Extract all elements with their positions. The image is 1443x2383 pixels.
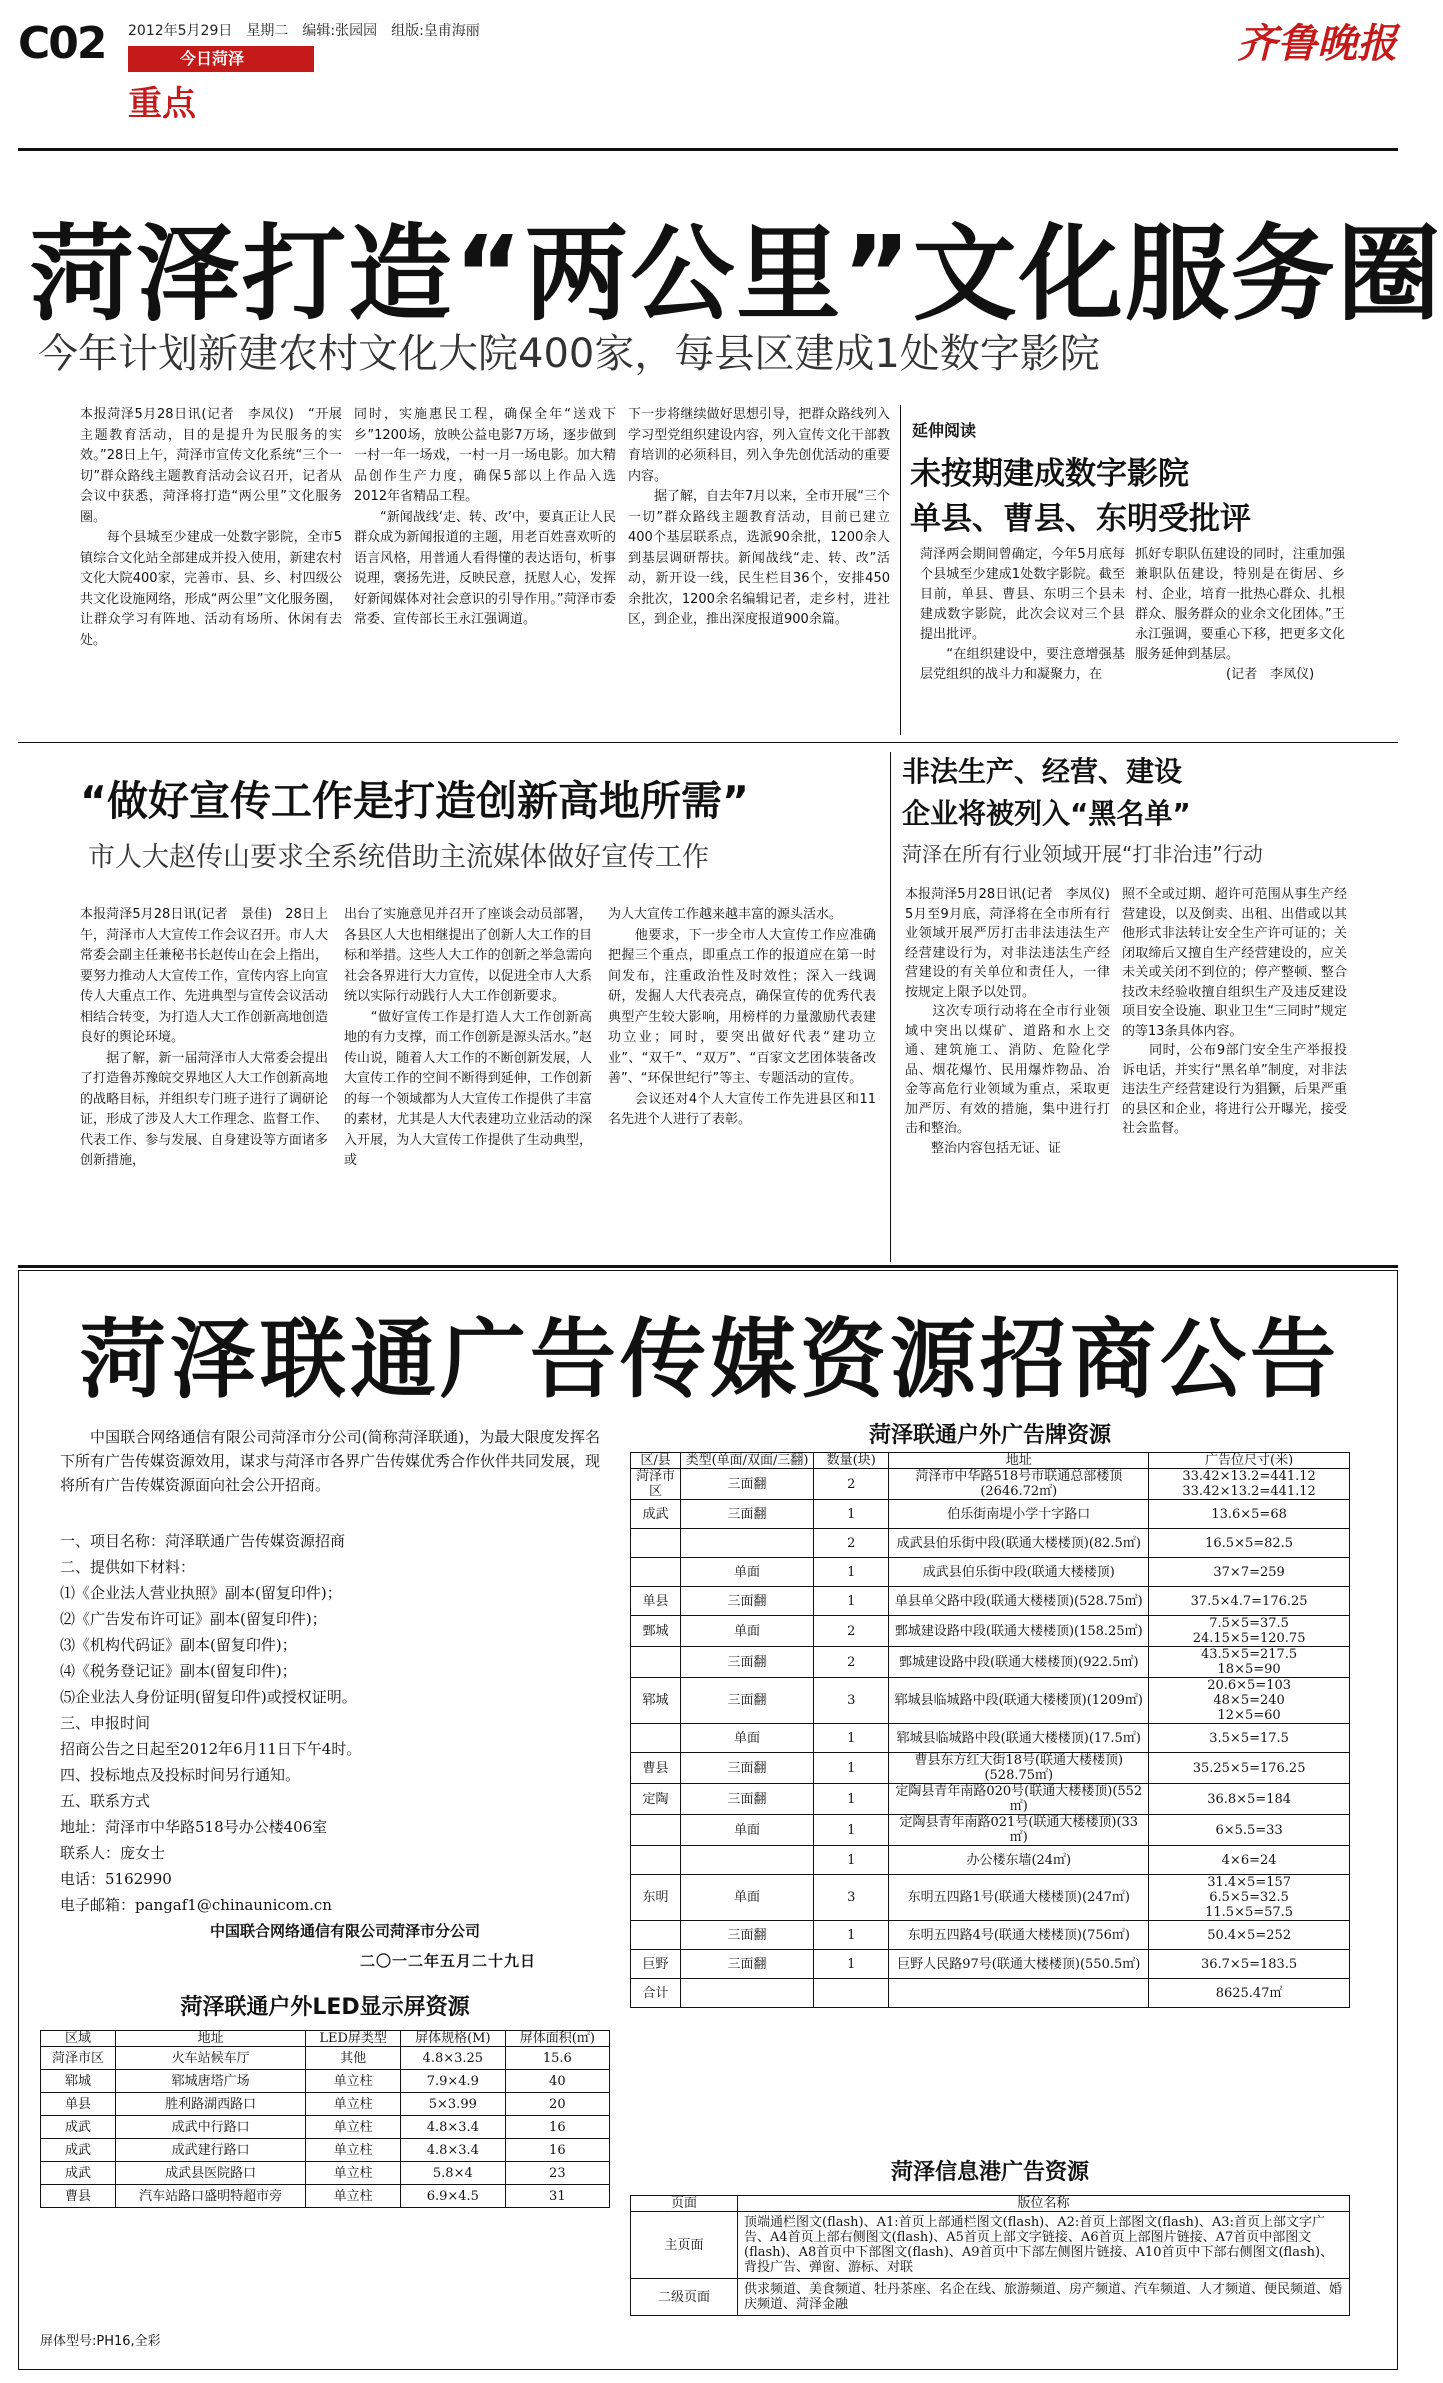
- table-cell: 4.8×3.4: [400, 2116, 505, 2139]
- table-header-row: [41, 2031, 610, 2047]
- table-cell: [631, 1921, 681, 1950]
- table-row: [631, 1724, 1350, 1753]
- table-cell: 4.8×3.4: [400, 2139, 505, 2162]
- table-cell: 鄄城建设路中段(联通大楼楼顶)(158.25㎡): [889, 1616, 1149, 1647]
- table-cell: 办公楼东墙(24㎡): [889, 1846, 1149, 1875]
- masthead: [0, 0, 1417, 150]
- table-cell: 36.8×5=184: [1149, 1784, 1350, 1815]
- sidebar1-col-1: 菏泽两会期间曾确定，今年5月底每个县城至少建成1处数字影院。截至目前，单县、曹县、东明三个县未建成数字影院，此次会议对三个县提出批评。 “在组织建设中，要注意增强基层党组织的战斗力和凝聚力，在: [920, 547, 1125, 682]
- table-cell: 三面翻: [681, 1678, 814, 1724]
- table-header-cell: 屏体规格(M): [400, 2031, 505, 2047]
- table-cell: 三面翻: [681, 1784, 814, 1815]
- table-cell: 6.9×4.5: [400, 2185, 505, 2208]
- table-cell: 东明五四路4号(联通大楼楼顶)(756㎡): [889, 1921, 1149, 1950]
- table-cell: 4.8×3.25: [400, 2047, 505, 2070]
- table-cell: [631, 1815, 681, 1846]
- section-tab: 今日菏泽: [128, 46, 314, 72]
- lead-subhead: 今年计划新建农村文化大院400家，每县区建成1处数字影院: [38, 331, 1100, 377]
- table-cell: 单县: [631, 1587, 681, 1616]
- ad-headline: 菏泽联通广告传媒资源招商公告: [80, 1310, 1340, 1410]
- sidebar2-headline-2: 企业将被列入“黑名单”: [902, 797, 1191, 830]
- table-row: [41, 2047, 610, 2070]
- table-row: [41, 2093, 610, 2116]
- table-header-cell: 广告位尺寸(米): [1149, 1453, 1350, 1469]
- table-row: [41, 2162, 610, 2185]
- table-cell: 1: [814, 1921, 889, 1950]
- table-cell: 6×5.5=33: [1149, 1815, 1350, 1846]
- table-cell: 定陶县青年南路020号(联通大楼楼顶)(552㎡): [889, 1784, 1149, 1815]
- ad-line: 三、申报时间: [60, 1714, 151, 1732]
- table-cell: 2: [814, 1647, 889, 1678]
- table-cell: 33.42×13.2=441.12 33.42×13.2=441.12: [1149, 1469, 1350, 1500]
- billboard-table-title: 菏泽联通户外广告牌资源: [868, 1423, 1111, 1448]
- ad-line: 二、提供如下材料：: [60, 1558, 196, 1576]
- table-cell: 三面翻: [681, 1469, 814, 1500]
- story2-headline: “做好宣传工作是打造创新高地所需”: [80, 777, 749, 825]
- table-cell: 郓城县临城路中段(联通大楼楼顶)(1209㎡): [889, 1678, 1149, 1724]
- story2-col-2: 出台了实施意见并召开了座谈会动员部署，各县区人大也相继提出了创新人大工作的目标和举措。这些人大工作的创新之举急需向社会各界进行大力宣传，以促进全市人大系统以实际行动践行人大工作创新要求。 “做好宣传工作是打造人大工作创新高地的有力支撑，而工作创新是源头活水。”赵传山说，随着人大工作的不断创新发展，人大宣传工作的空间不断得到延伸，工作创新的每一个领域都为人大宣传工作提供了丰富的素材，尤其是人大代表建功立业活动的深入开展，为人大宣传工作提供了生动典型，或: [344, 907, 592, 1168]
- table-row: [631, 1784, 1350, 1815]
- table-cell: 20: [505, 2093, 609, 2116]
- table-cell: [631, 1529, 681, 1558]
- table-cell: 曹县: [631, 1753, 681, 1784]
- table-cell: 顶端通栏图文(flash)、A1:首页上部通栏图文(flash)、A2:首页上部图文(flash)、A3:首页上部文字广告、A4首页上部右侧图文(flash)、A5首页上部文字链接、A6首页上部图片链接、A7首页中部图文(flash)、A8首页中下部图文(flash)、A9首页中下部左侧图片链接、A10首页中下部右侧图文(flash)、背投广告、弹窗、游标、对联: [738, 2212, 1350, 2279]
- sidebar2-col-2: 照不全或过期、超许可范围从事生产经营建设，以及倒卖、出租、出借或以其他形式非法转让安全生产许可证的；关闭取缔后又擅自生产经营建设的，应关未关或关闭不到位的；停产整顿、整合技改未经验收擅自组织生产及违反建设项目安全设施、职业卫生“三同时”规定的等13条具体内容。 同时，公布9部门安全生产举报投诉电话，并实行“黑名单”制度，对非法违法生产经营建设行为猖獗，后果严重的县区和企业，将进行公开曝光，接受社会监督。: [1122, 887, 1347, 1136]
- table-cell: 36.7×5=183.5: [1149, 1950, 1350, 1979]
- table-row: [631, 1469, 1350, 1500]
- table-cell: 成武建行路口: [115, 2139, 305, 2162]
- ad-lines: [60, 1528, 600, 1918]
- table-header-row: [631, 2196, 1350, 2212]
- lead-headline: 菏泽打造“两公里”文化服务圈: [30, 213, 1443, 335]
- table-cell: 单立柱: [306, 2139, 401, 2162]
- table-row: [631, 2212, 1350, 2279]
- table-cell: 三面翻: [681, 1500, 814, 1529]
- table-cell: 1: [814, 1950, 889, 1979]
- sidebar2-subhead: 菏泽在所有行业领域开展“打非治违”行动: [902, 842, 1263, 866]
- table-cell: 35.25×5=176.25: [1149, 1753, 1350, 1784]
- table-row: [631, 1678, 1350, 1724]
- table-cell: 伯乐街南堤小学十字路口: [889, 1500, 1149, 1529]
- table-header-cell: 区/县: [631, 1453, 681, 1469]
- table-row: [631, 1558, 1350, 1587]
- table-cell: 成武: [41, 2116, 116, 2139]
- ad-line: ⑷《税务登记证》副本(留复印件)；: [60, 1662, 297, 1680]
- table-cell: 巨野人民路97号(联通大楼楼顶)(550.5㎡): [889, 1950, 1149, 1979]
- table-row: [631, 1500, 1350, 1529]
- section-label: 重点: [128, 84, 196, 124]
- table-cell: 1: [814, 1815, 889, 1846]
- table-cell: 东明: [631, 1875, 681, 1921]
- table-cell: 菏泽市区: [41, 2047, 116, 2070]
- table-cell: 37.5×4.7=176.25: [1149, 1587, 1350, 1616]
- table-cell: 1: [814, 1500, 889, 1529]
- table-row: [631, 1616, 1350, 1647]
- ad-date: 二〇一二年五月二十九日: [360, 1952, 537, 1970]
- table-cell: 1: [814, 1753, 889, 1784]
- ad-line: 联系人：庞女士: [60, 1844, 166, 1862]
- sidebar2-headline-1: 非法生产、经营、建设: [902, 755, 1183, 788]
- lead-col-2: 同时，实施惠民工程，确保全年“送戏下乡”1200场，放映公益电影7万场，逐步做到一村一年一场戏，一村一月一场电影。加大精品创作生产力度，确保5部以上作品入选2012年省精品工程。 “新闻战线‘走、转、改’中，要真正让人民群众成为新闻报道的主题，用老百姓喜欢听的语言风格，用普通人看得懂的表达语句，析事说理，褒扬先进，反映民意，抚慰人心，发挥好新闻媒体对社会意识的引导作用。”菏泽市委常委、宣传部长王永江强调道。: [354, 407, 616, 627]
- table-cell: 供求频道、美食频道、牡丹茶座、名企在线、旅游频道、房产频道、汽车频道、人才频道、便民频道、婚庆频道、菏泽金融: [738, 2279, 1350, 2316]
- table-cell: 4×6=24: [1149, 1846, 1350, 1875]
- table-cell: 13.6×5=68: [1149, 1500, 1350, 1529]
- table-cell: 单面: [681, 1616, 814, 1647]
- table-cell: 单县单父路中段(联通大楼楼顶)(528.75㎡): [889, 1587, 1149, 1616]
- lead-col-3: 下一步将继续做好思想引导，把群众路线列入学习型党组织建设内容，列入宣传文化干部教育培训的必须科目，列入争先创优活动的重要内容。 据了解，自去年7月以来，全市开展“三个一切”群众路线主题教育活动，目前已建立400个基层联系点，选派90余批，1200余人到基层调研帮扶。新闻战线“走、转、改”活动，新开设一线，民生栏目36个，安排450余批次，1200余名编辑记者，走乡村，进社区，到企业，推出深度报道900余篇。: [628, 407, 891, 627]
- table-row: [631, 1846, 1350, 1875]
- table-row: [41, 2116, 610, 2139]
- table-cell: 单面: [681, 1875, 814, 1921]
- table-cell: 定陶: [631, 1784, 681, 1815]
- table-cell: [631, 1724, 681, 1753]
- story2-subhead: 市人大赵传山要求全系统借助主流媒体做好宣传工作: [88, 842, 709, 873]
- info-table-title: 菏泽信息港广告资源: [890, 2160, 1089, 2185]
- table-cell: 单县: [41, 2093, 116, 2116]
- page-number: C02: [18, 18, 106, 69]
- table-cell: 曹县: [41, 2185, 116, 2208]
- table-cell: [889, 1979, 1149, 2008]
- ad-line: 电话：5162990: [60, 1870, 172, 1888]
- table-cell: 40: [505, 2070, 609, 2093]
- story2-col-3: 为人大宣传工作越来越丰富的源头活水。 他要求，下一步全市人大宣传工作应准确把握三个重点，即重点工作的报道应在第一时间发布，注重政治性及时效性；深入一线调研，发掘人大代表亮点，确保宣传的优秀代表典型产生较大影响，用榜样的力量激励代表建功立业；同时，要突出做好代表“建功立业”、“双千”、“双万”、“百家文艺团体装备改善”、“环保世纪行”等主、专题活动的宣传。 会议还对4个人大宣传工作先进县区和11名先进个人进行了表彰。: [608, 907, 876, 1127]
- table-cell: 16.5×5=82.5: [1149, 1529, 1350, 1558]
- ad-signature: 中国联合网络通信有限公司菏泽市分公司: [210, 1922, 481, 1940]
- table-cell: 成武中行路口: [115, 2116, 305, 2139]
- billboard-table: [630, 1452, 1350, 2008]
- table-header-cell: 类型(单面/双面/三翻): [681, 1453, 814, 1469]
- ad-line: 四、投标地点及投标时间另行通知。: [60, 1766, 301, 1784]
- table-row: [631, 2279, 1350, 2316]
- table-cell: 二级页面: [631, 2279, 738, 2316]
- lead-col-1: 本报菏泽5月28日讯(记者 李凤仪) “开展主题教育活动，目的是提升为民服务的实效。”28日上午，菏泽市宣传文化系统“三个一切”群众路线主题教育活动会议召开，记者从会议中获悉，菏泽将打造“两公里”文化服务圈。 每个县城至少建成一处数字影院，全市5镇综合文化站全部建成并投入使用，新建农村文化大院400家，完善市、县、乡、村四级公共文化设施网络，形成“两公里”文化服务圈，让群众学习有阵地、活动有场所、休闲有去处。: [80, 407, 342, 648]
- table-cell: 三面翻: [681, 1950, 814, 1979]
- table-cell: 1: [814, 1587, 889, 1616]
- table-cell: 2: [814, 1529, 889, 1558]
- table-cell: 单面: [681, 1815, 814, 1846]
- table-cell: 单立柱: [306, 2162, 401, 2185]
- table-cell: 汽车站路口盛明特超市旁: [115, 2185, 305, 2208]
- table-cell: 三面翻: [681, 1921, 814, 1950]
- led-footnote: 屏体型号:PH16,全彩: [40, 2334, 161, 2349]
- table-cell: 16: [505, 2116, 609, 2139]
- table-cell: 三面翻: [681, 1647, 814, 1678]
- table-cell: 单面: [681, 1724, 814, 1753]
- table-cell: 主页面: [631, 2212, 738, 2279]
- table-cell: [631, 1846, 681, 1875]
- ad-line: ⑵《广告发布许可证》副本(留复印件)；: [60, 1610, 327, 1628]
- ad-line: 招商公告之日起至2012年6月11日下午4时。: [60, 1740, 362, 1758]
- table-cell: 23: [505, 2162, 609, 2185]
- table-cell: 1: [814, 1784, 889, 1815]
- table-cell: 鄄城建设路中段(联通大楼楼顶)(922.5㎡): [889, 1647, 1149, 1678]
- table-cell: 胜利路湖西路口: [115, 2093, 305, 2116]
- ad-line: 五、联系方式: [60, 1792, 151, 1810]
- table-row: [631, 1875, 1350, 1921]
- table-cell: 三面翻: [681, 1587, 814, 1616]
- table-cell: [631, 1558, 681, 1587]
- table-cell: 单立柱: [306, 2093, 401, 2116]
- table-cell: [681, 1979, 814, 2008]
- table-cell: 1: [814, 1846, 889, 1875]
- table-header-cell: 页面: [631, 2196, 738, 2212]
- sidebar1-headline-2: 单县、曹县、东明受批评: [910, 501, 1251, 537]
- table-cell: [814, 1979, 889, 2008]
- table-row: [631, 1647, 1350, 1678]
- table-cell: 其他: [306, 2047, 401, 2070]
- ad-intro: 中国联合网络通信有限公司菏泽市分公司(简称菏泽联通)，为最大限度发挥名下所有广告传媒资源效用，谋求与菏泽市各界广告传媒优秀合作伙伴共同发展，现将所有广告传媒资源面向社会公开招商。: [60, 1428, 601, 1494]
- ad-line: 一、项目名称：菏泽联通广告传媒资源招商: [60, 1532, 346, 1550]
- ad-line: ⑶《机构代码证》副本(留复印件)；: [60, 1636, 297, 1654]
- table-cell: 31: [505, 2185, 609, 2208]
- table-cell: 单立柱: [306, 2070, 401, 2093]
- table-row: [631, 1815, 1350, 1846]
- sidebar2-col-1: 本报菏泽5月28日讯(记者 李凤仪) 5月至9月底，菏泽将在全市所有行业领域开展严厉打击非法违法生产经营建设行为，对非法违法生产经营建设的有关单位和责任人，一律按规定上限予以处罚。 这次专项行动将在全市行业领域中突出以煤矿、道路和水上交通、建筑施工、消防、危险化学品、烟花爆竹、民用爆炸物品、冶金等高危行业领域为重点，采取更加严厉、有效的措施，集中进行打击和整治。 整治内容包括无证、证: [905, 887, 1110, 1156]
- table-cell: 20.6×5=103 48×5=240 12×5=60: [1149, 1678, 1350, 1724]
- table-cell: 成武县伯乐街中段(联通大楼楼顶)(82.5㎡): [889, 1529, 1149, 1558]
- table-cell: 单立柱: [306, 2116, 401, 2139]
- story2-col-1: 本报菏泽5月28日讯(记者 景佳) 28日上午，菏泽市人大宣传工作会议召开。市人大常委会副主任兼秘书长赵传山在会上指出，要努力推动人大宣传工作，宣传内容上向宣传人大重点工作、先进典型与宣传会议活动相结合转变，为打造人大工作创新高地创造良好的舆论环境。 据了解，新一届菏泽市人大常委会提出了打造鲁苏豫皖交界地区人大工作创新高地的战略目标，并组织专门班子进行了调研论证，形成了涉及人大工作理念、监督工作、代表工作、参与发展、自身建设等方面诸多创新措施，: [80, 907, 328, 1168]
- table-header-cell: LED屏类型: [306, 2031, 401, 2047]
- table-cell: 郓城县临城路中段(联通大楼楼顶)(17.5㎡): [889, 1724, 1149, 1753]
- table-cell: 3.5×5=17.5: [1149, 1724, 1350, 1753]
- table-cell: 15.6: [505, 2047, 609, 2070]
- ad-line: ⑸企业法人身份证明(留复印件)或授权证明。: [60, 1688, 357, 1706]
- paper-name-logo: 齐鲁晚报: [1237, 20, 1397, 67]
- table-cell: 成武县医院路口: [115, 2162, 305, 2185]
- table-cell: 5×3.99: [400, 2093, 505, 2116]
- table-header-cell: 版位名称: [738, 2196, 1350, 2212]
- ad-line: 地址：菏泽市中华路518号办公楼406室: [60, 1818, 328, 1836]
- table-cell: 3: [814, 1875, 889, 1921]
- table-header-cell: 地址: [115, 2031, 305, 2047]
- table-cell: 3: [814, 1678, 889, 1724]
- table-cell: 2: [814, 1616, 889, 1647]
- table-cell: 1: [814, 1724, 889, 1753]
- table-cell: 曹县东方红大街18号(联通大楼楼顶)(528.75㎡): [889, 1753, 1149, 1784]
- table-cell: 合计: [631, 1979, 681, 2008]
- table-cell: [681, 1529, 814, 1558]
- table-cell: 郓城: [631, 1678, 681, 1724]
- table-cell: 东明五四路1号(联通大楼楼顶)(247㎡): [889, 1875, 1149, 1921]
- table-cell: 成武县伯乐街中段(联通大楼楼顶): [889, 1558, 1149, 1587]
- sidebar1-headline-1: 未按期建成数字影院: [910, 456, 1189, 492]
- table-cell: 5.8×4: [400, 2162, 505, 2185]
- table-header-cell: 地址: [889, 1453, 1149, 1469]
- table-row: [631, 1921, 1350, 1950]
- table-cell: 火车站候车厅: [115, 2047, 305, 2070]
- table-row: [631, 1950, 1350, 1979]
- table-row: [631, 1587, 1350, 1616]
- table-cell: 郓城: [41, 2070, 116, 2093]
- table-cell: [681, 1846, 814, 1875]
- table-cell: 定陶县青年南路021号(联通大楼楼顶)(33㎡): [889, 1815, 1149, 1846]
- table-cell: 43.5×5=217.5 18×5=90: [1149, 1647, 1350, 1678]
- table-cell: 16: [505, 2139, 609, 2162]
- table-cell: 8625.47㎡: [1149, 1979, 1350, 2008]
- table-cell: 菏泽市区: [631, 1469, 681, 1500]
- table-cell: 巨野: [631, 1950, 681, 1979]
- ad-line: 电子邮箱：pangaf1@chinaunicom.cn: [60, 1896, 332, 1914]
- table-row: [631, 1979, 1350, 2008]
- table-cell: 2: [814, 1469, 889, 1500]
- table-cell: 50.4×5=252: [1149, 1921, 1350, 1950]
- table-cell: 成武: [631, 1500, 681, 1529]
- table-row: [631, 1529, 1350, 1558]
- table-cell: 1: [814, 1558, 889, 1587]
- table-header-row: [631, 1453, 1350, 1469]
- table-cell: 37×7=259: [1149, 1558, 1350, 1587]
- table-cell: 单立柱: [306, 2185, 401, 2208]
- table-cell: [631, 1647, 681, 1678]
- table-row: [41, 2070, 610, 2093]
- table-row: [41, 2185, 610, 2208]
- sidebar1-col-2: 抓好专职队伍建设的同时，注重加强兼职队伍建设，特别是在街居、乡村、企业，培育一批热心群众、扎根群众、服务群众的业余文化团体。”王永江强调，要重心下移，把更多文化服务延伸到基层。 (记者 李凤仪): [1135, 547, 1345, 682]
- table-cell: 7.5×5=37.5 24.15×5=120.75: [1149, 1616, 1350, 1647]
- table-cell: 成武: [41, 2162, 116, 2185]
- table-header-cell: 区域: [41, 2031, 116, 2047]
- table-cell: 31.4×5=157 6.5×5=32.5 11.5×5=57.5: [1149, 1875, 1350, 1921]
- table-cell: 单面: [681, 1558, 814, 1587]
- table-cell: 鄄城: [631, 1616, 681, 1647]
- info-table: [630, 2195, 1350, 2316]
- table-row: [41, 2139, 610, 2162]
- table-cell: 三面翻: [681, 1753, 814, 1784]
- table-cell: 菏泽市中华路518号市联通总部楼顶(2646.72㎡): [889, 1469, 1149, 1500]
- table-cell: 7.9×4.9: [400, 2070, 505, 2093]
- table-row: [631, 1753, 1350, 1784]
- led-table: [40, 2030, 610, 2208]
- table-header-cell: 屏体面积(㎡): [505, 2031, 609, 2047]
- table-header-cell: 数量(块): [814, 1453, 889, 1469]
- ad-line: ⑴《企业法人营业执照》副本(留复印件)；: [60, 1584, 342, 1602]
- table-cell: 郓城唐塔广场: [115, 2070, 305, 2093]
- led-table-title: 菏泽联通户外LED显示屏资源: [180, 1995, 470, 2020]
- sidebar1-kicker: 延伸阅读: [912, 421, 977, 440]
- table-cell: 成武: [41, 2139, 116, 2162]
- masthead-meta: 2012年5月29日 星期二 编辑:张园园 组版:皇甫海丽: [128, 23, 480, 39]
